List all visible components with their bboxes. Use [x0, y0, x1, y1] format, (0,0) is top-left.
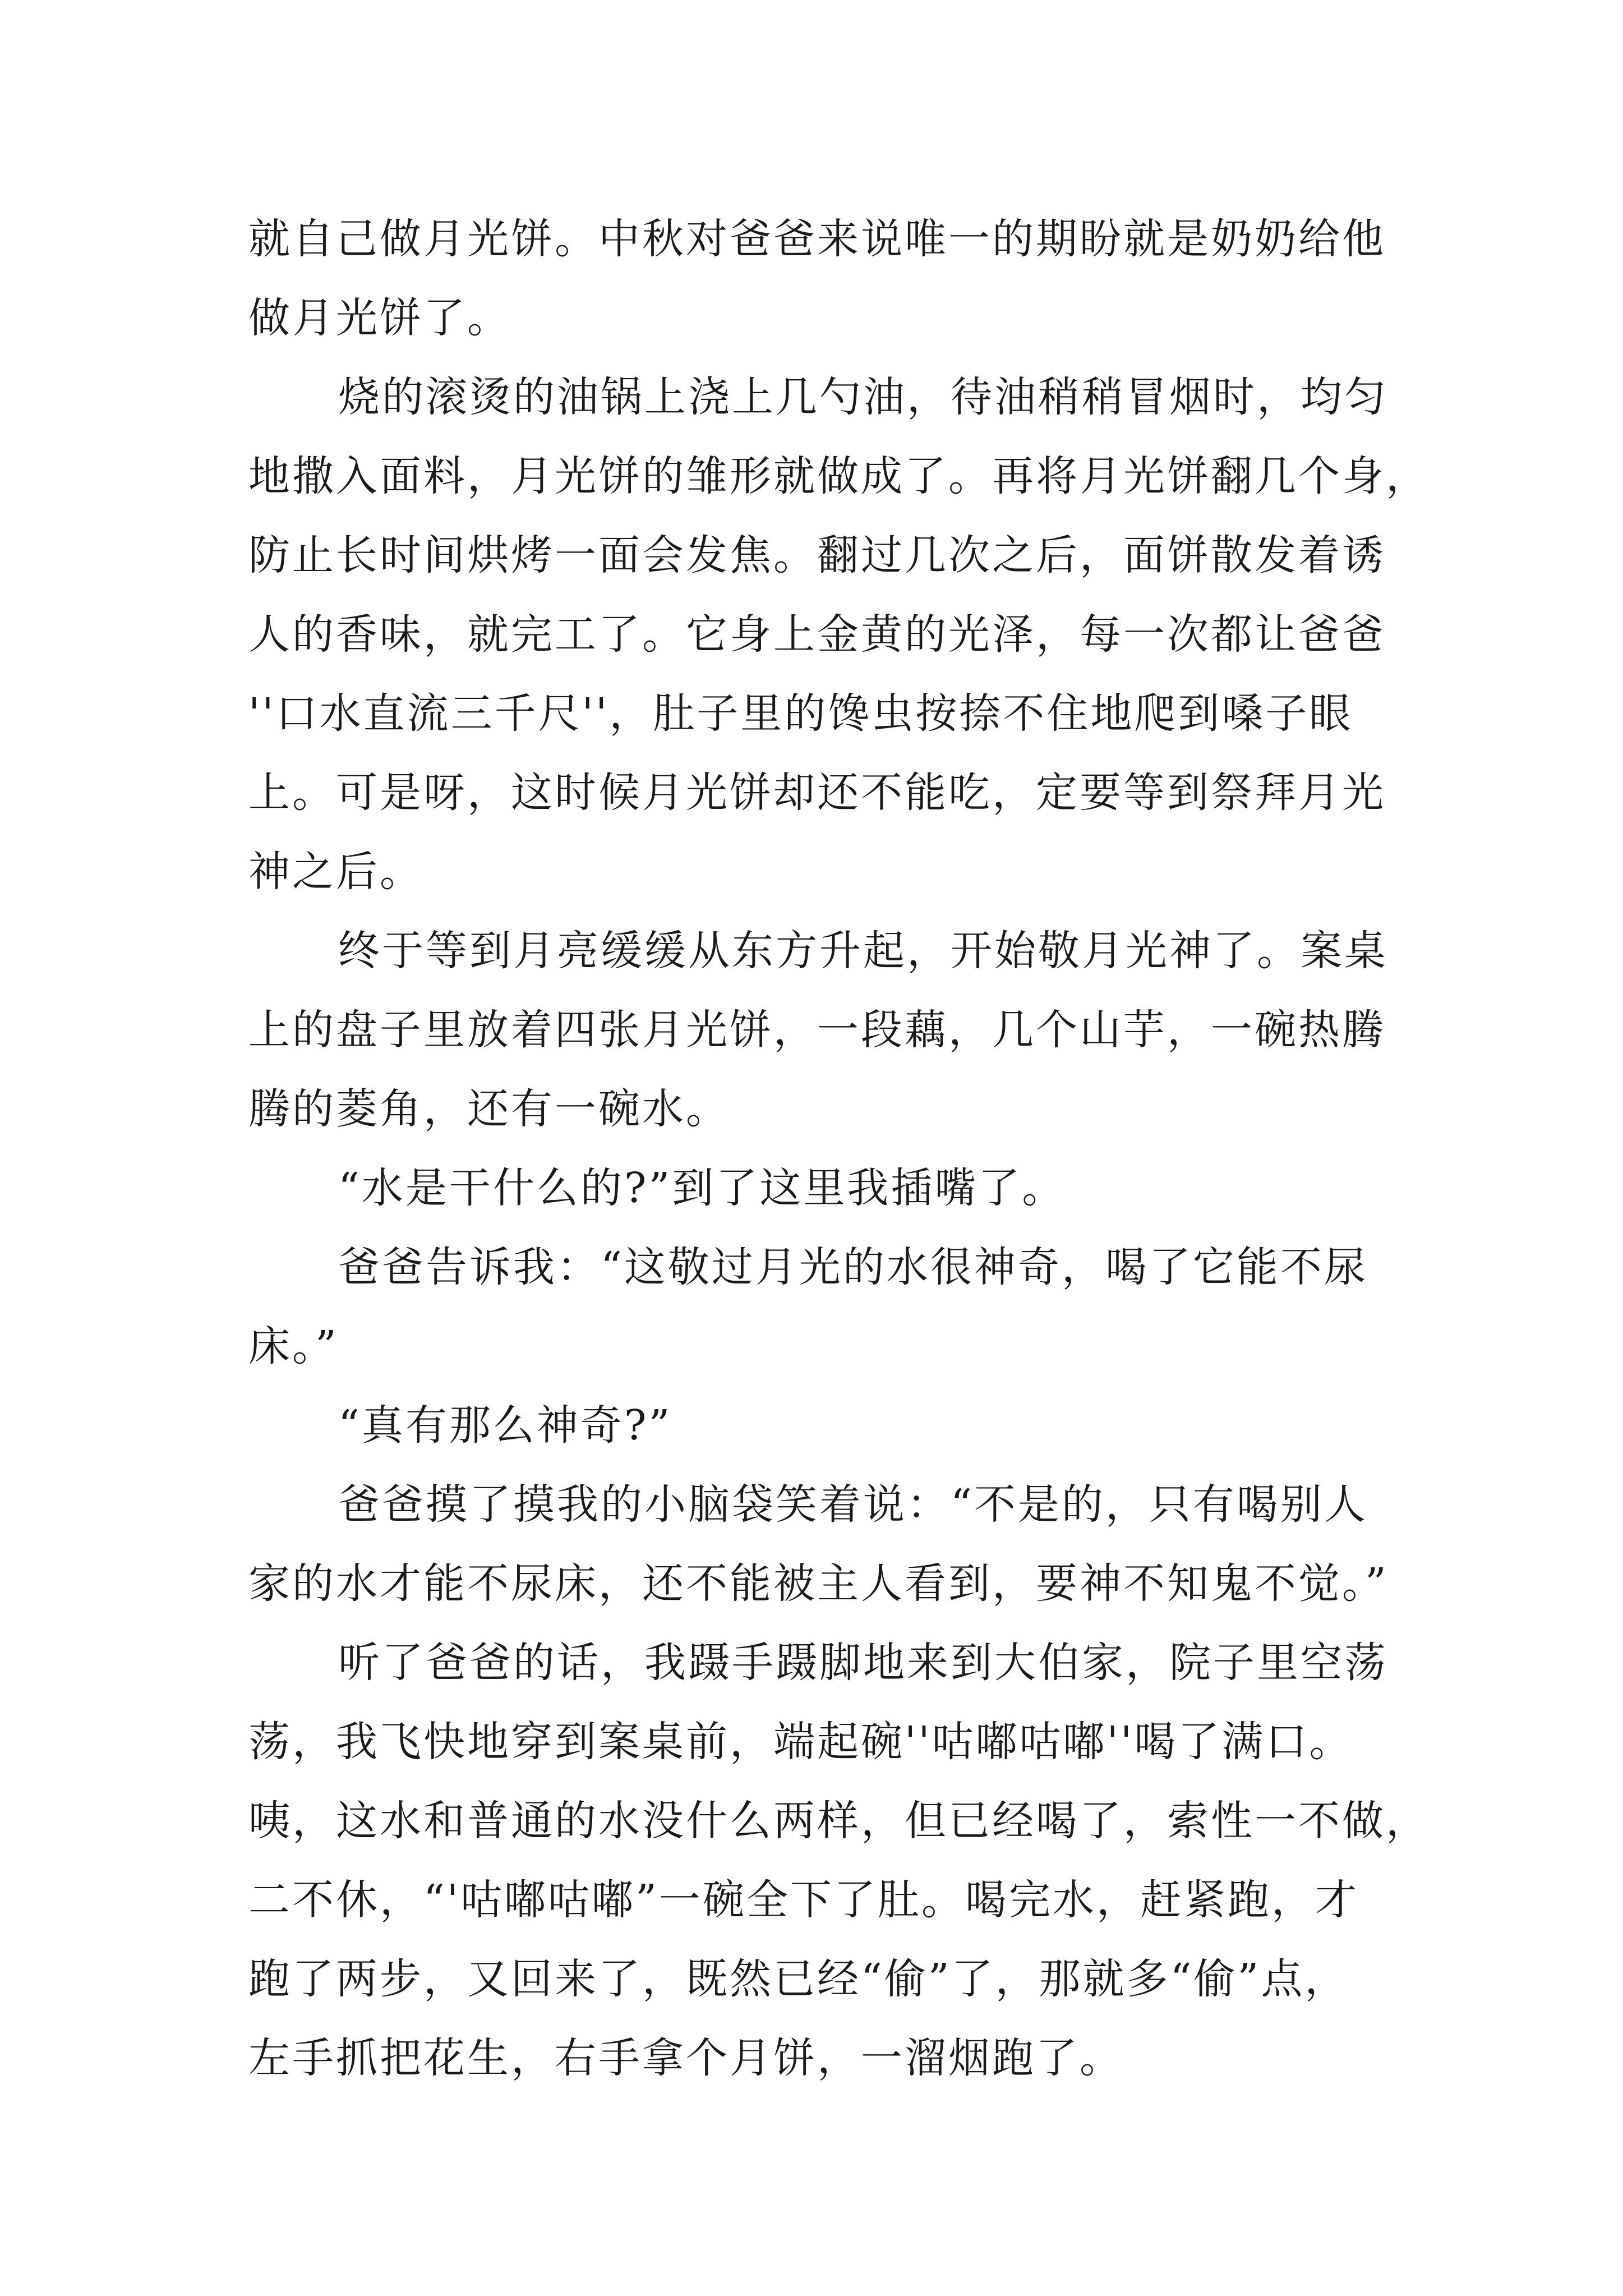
text-line: 上的盘子里放着四张月光饼，一段藕，几个山芋，一碗热腾	[248, 1006, 1386, 1054]
text-line: 防止长时间烘烤一面会发焦。翻过几次之后，面饼散发着诱	[248, 531, 1386, 579]
text-line: 终于等到月亮缓缓从东方升起，开始敬月光神了。案桌	[338, 927, 1388, 975]
text-line: 家的水才能不尿床，还不能被主人看到，要神不知鬼不觉。”	[248, 1559, 1389, 1608]
text-line: 上。可是呀，这时候月光饼却还不能吃，定要等到祭拜月光	[248, 769, 1386, 817]
document-body	[248, 200, 1430, 2098]
text-line: 二不休，“'咕嘟咕嘟”一碗全下了肚。喝完水，赶紧跑，才	[248, 1876, 1359, 1924]
text-line: 爸爸摸了摸我的小脑袋笑着说：“不是的，只有喝别人	[338, 1480, 1368, 1529]
text-line: 听了爸爸的话，我蹑手蹑脚地来到大伯家，院子里空荡	[338, 1639, 1388, 1687]
text-line: 咦，这水和普通的水没什么两样，但已经喝了，索性一不做，	[248, 1797, 1430, 1845]
text-line: 左手抓把花生，右手拿个月饼，一溜烟跑了。	[248, 2034, 1123, 2082]
text-line: 烧的滚烫的油锅上浇上几勺油，待油稍稍冒烟时，均匀	[338, 373, 1388, 421]
text-line: “水是干什么的?”到了这里我插嘴了。	[338, 1164, 1066, 1212]
text-line: 做月光饼了。	[248, 294, 511, 342]
text-line: “真有那么神奇?”	[338, 1401, 672, 1450]
text-line: 腾的菱角，还有一碗水。	[248, 1085, 730, 1133]
text-line: 荡，我飞快地穿到案桌前，端起碗''咕嘟咕嘟''喝了满口。	[248, 1718, 1353, 1766]
text-line: 床。”	[248, 1322, 339, 1370]
text-line: 地撒入面料，月光饼的雏形就做成了。再将月光饼翻几个身，	[248, 452, 1430, 500]
text-line: 爸爸告诉我：“这敬过月光的水很神奇，喝了它能不尿	[338, 1243, 1368, 1291]
text-line: 就自己做月光饼。中秋对爸爸来说唯一的期盼就是奶奶给他	[248, 215, 1386, 263]
text-line: ''口水直流三千尺''，肚子里的馋虫按捺不住地爬到嗓子眼	[248, 689, 1353, 738]
text-line: 神之后。	[248, 848, 423, 896]
text-line: 人的香味，就完工了。它身上金黄的光泽，每一次都让爸爸	[248, 610, 1386, 659]
text-line: 跑了两步，又回来了，既然已经“偷”了，那就多“偷”点，	[248, 1955, 1349, 2003]
